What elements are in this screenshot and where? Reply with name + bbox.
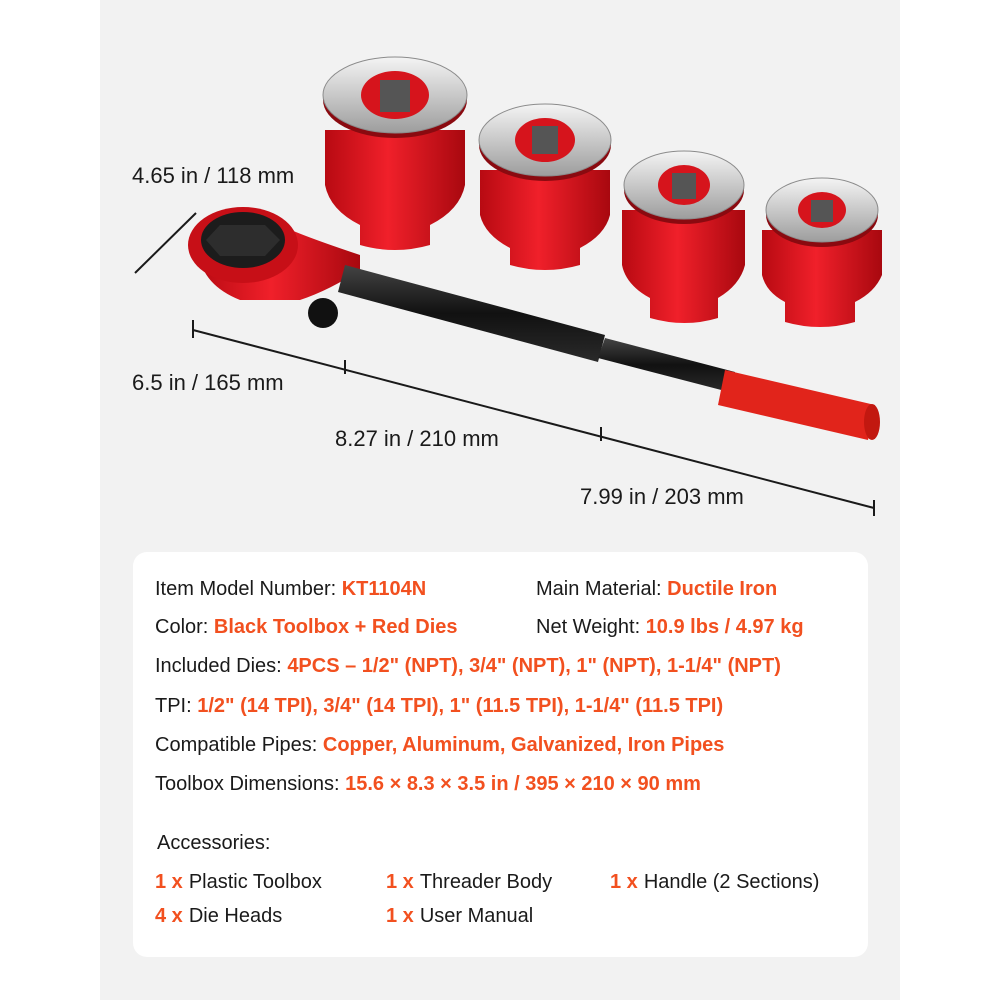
handle-section-1-dimension: 8.27 in / 210 mm [335,426,499,451]
accessory-name: Handle (2 Sections) [643,871,820,893]
spec-color-label: Color: [155,616,209,638]
spec-tpi-value: 1/2" (14 TPI), 3/4" (14 TPI), 1" (11.5 TPI), 1-1/4" (11.5 TPI) [197,695,724,717]
spec-model-label: Item Model Number: [155,578,337,600]
accessory-item [610,871,819,894]
spec-model [155,578,426,601]
accessory-item [155,905,282,928]
spec-dies-value: 4PCS – 1/2" (NPT), 3/4" (NPT), 1" (NPT), 1-1/4" (NPT) [287,655,781,677]
spec-color-value: Black Toolbox + Red Dies [213,616,458,638]
spec-material-label: Main Material: [536,578,662,600]
threader-body [188,207,360,328]
die-head-2-1-inch [479,104,611,270]
spec-tpi [155,695,723,718]
die-head-3-3-4-inch [622,151,745,323]
spec-weight-label: Net Weight: [536,616,641,638]
spec-tpi-label: TPI: [155,695,192,717]
spec-pipes-value: Copper, Aluminum, Galvanized, Iron Pipes [322,734,725,756]
spec-toolbox-value: 15.6 × 8.3 × 3.5 in / 395 × 210 × 90 mm [345,773,701,795]
die-head-4-1-2-inch [762,178,882,327]
accessory-item [155,871,322,894]
accessory-name: User Manual [419,905,534,927]
spec-dies [155,655,781,678]
accessory-name: Threader Body [419,871,553,893]
spec-material [536,578,777,601]
spec-card [133,552,868,957]
accessory-name: Die Heads [188,905,283,927]
die-height-dimension: 4.65 in / 118 mm [132,163,295,188]
spec-dies-label: Included Dies: [155,655,282,677]
accessory-qty: 1 x [386,871,414,893]
handle-section-2-dimension: 7.99 in / 203 mm [580,484,744,509]
accessory-qty: 1 x [386,905,414,927]
accessories-title: Accessories: [157,832,271,854]
spec-color [155,616,458,639]
spec-model-value: KT1104N [341,578,427,600]
die-head-1-1-4-inch [323,57,467,250]
spec-toolbox [155,773,701,796]
accessory-name: Plastic Toolbox [188,871,322,893]
spec-weight-value: 10.9 lbs / 4.97 kg [645,616,804,638]
accessory-qty: 1 x [610,871,638,893]
spec-pipes [155,734,724,757]
accessory-item [386,905,533,928]
accessory-qty: 4 x [155,905,183,927]
body-width-dimension: 6.5 in / 165 mm [132,370,284,395]
spec-weight [536,616,804,639]
spec-toolbox-label: Toolbox Dimensions: [155,773,340,795]
accessory-item [386,871,552,894]
accessory-qty: 1 x [155,871,183,893]
spec-material-value: Ductile Iron [667,578,778,600]
spec-pipes-label: Compatible Pipes: [155,734,318,756]
